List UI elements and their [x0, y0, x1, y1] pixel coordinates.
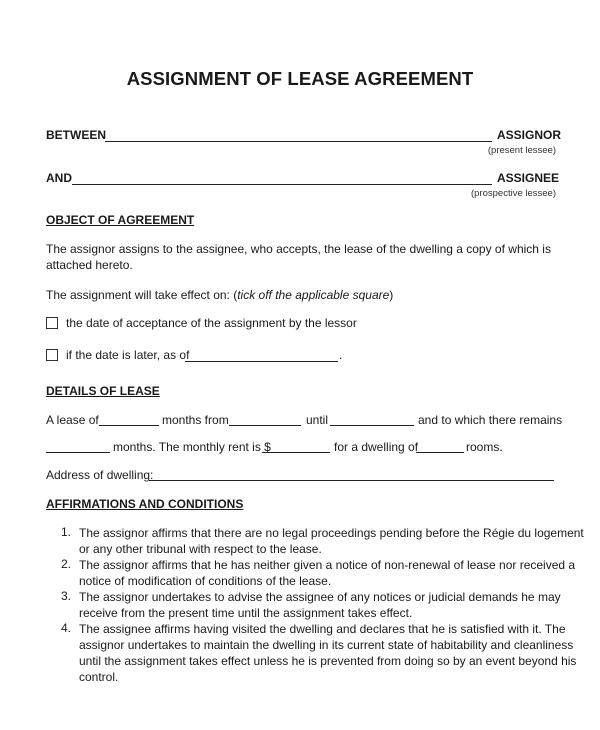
between-label: BETWEEN	[46, 128, 106, 142]
details-heading: DETAILS OF LEASE	[46, 384, 160, 398]
affirmation-item: The assignor affirms that there are no legal proceedings pending before the Régie du logement or any other tribunal with respect to the lease.	[79, 526, 584, 556]
later-date-field[interactable]	[185, 361, 338, 362]
later-date-checkbox[interactable]	[46, 349, 58, 361]
until-label: until	[306, 413, 329, 427]
assignee-sublabel: (prospective lessee)	[470, 188, 556, 199]
later-date-period: .	[339, 348, 343, 362]
monthly-rent-label: months. The monthly rent is $	[113, 440, 271, 454]
acceptance-date-checkbox[interactable]	[46, 317, 58, 329]
assignor-sublabel: (present lessee)	[487, 145, 556, 156]
object-paragraph-line2: attached hereto.	[46, 258, 133, 272]
dwelling-of-label: for a dwelling of	[334, 440, 419, 454]
affirmation-number: 1.	[61, 525, 72, 539]
document-title: ASSIGNMENT OF LEASE AGREEMENT	[126, 68, 474, 89]
affirmation-item: The assignee affirms having visited the dwelling and declares that he is satisfied with it. The assignor undertakes to maintain the dwelling in its current state of habitability and cleanliness until the assignment takes effect unless he is prevented from doing so by an event beyond his control.	[79, 622, 577, 684]
affirmation-number: 2.	[61, 557, 72, 571]
and-label: AND	[46, 171, 72, 185]
monthly-rent-field[interactable]	[262, 452, 330, 453]
affirmation-item: The assignor undertakes to advise the assignee of any notices or judicial demands he may receive from the present time until the assignment takes effect.	[79, 590, 561, 620]
effect-instruction: The assignment will take effect on: (tick off the applicable square)	[46, 288, 394, 302]
rooms-count-field[interactable]	[416, 452, 464, 453]
lease-duration-field[interactable]	[99, 425, 159, 426]
lease-start-field[interactable]	[229, 425, 301, 426]
assignor-name-field[interactable]	[105, 141, 492, 142]
address-field[interactable]	[149, 480, 554, 481]
rooms-label: rooms.	[466, 440, 503, 454]
address-label: Address of dwelling:	[46, 468, 154, 482]
months-from-label: months from	[162, 413, 229, 427]
remaining-months-field[interactable]	[46, 452, 110, 453]
assignee-name-field[interactable]	[72, 184, 492, 185]
assignor-label: ASSIGNOR	[497, 128, 562, 142]
affirmation-number: 4.	[61, 621, 72, 635]
affirmations-heading: AFFIRMATIONS AND CONDITIONS	[46, 497, 244, 511]
option-acceptance-label: the date of acceptance of the assignment by the lessor	[66, 316, 357, 330]
affirmation-item: The assignor affirms that he has neither given a notice of non-renewal of lease nor received a notice of modification of conditions of the lease.	[79, 558, 576, 588]
lease-of-label: A lease of	[46, 413, 99, 427]
affirmation-number: 3.	[61, 589, 72, 603]
option-later-date-label: if the date is later, as of	[66, 348, 190, 362]
object-paragraph-line1: The assignor assigns to the assignee, who accepts, the lease of the dwelling a copy of which is	[46, 242, 551, 256]
lease-end-field[interactable]	[330, 425, 414, 426]
object-heading: OBJECT OF AGREEMENT	[46, 213, 195, 227]
assignee-label: ASSIGNEE	[497, 171, 560, 185]
remains-label: and to which there remains	[418, 413, 563, 427]
